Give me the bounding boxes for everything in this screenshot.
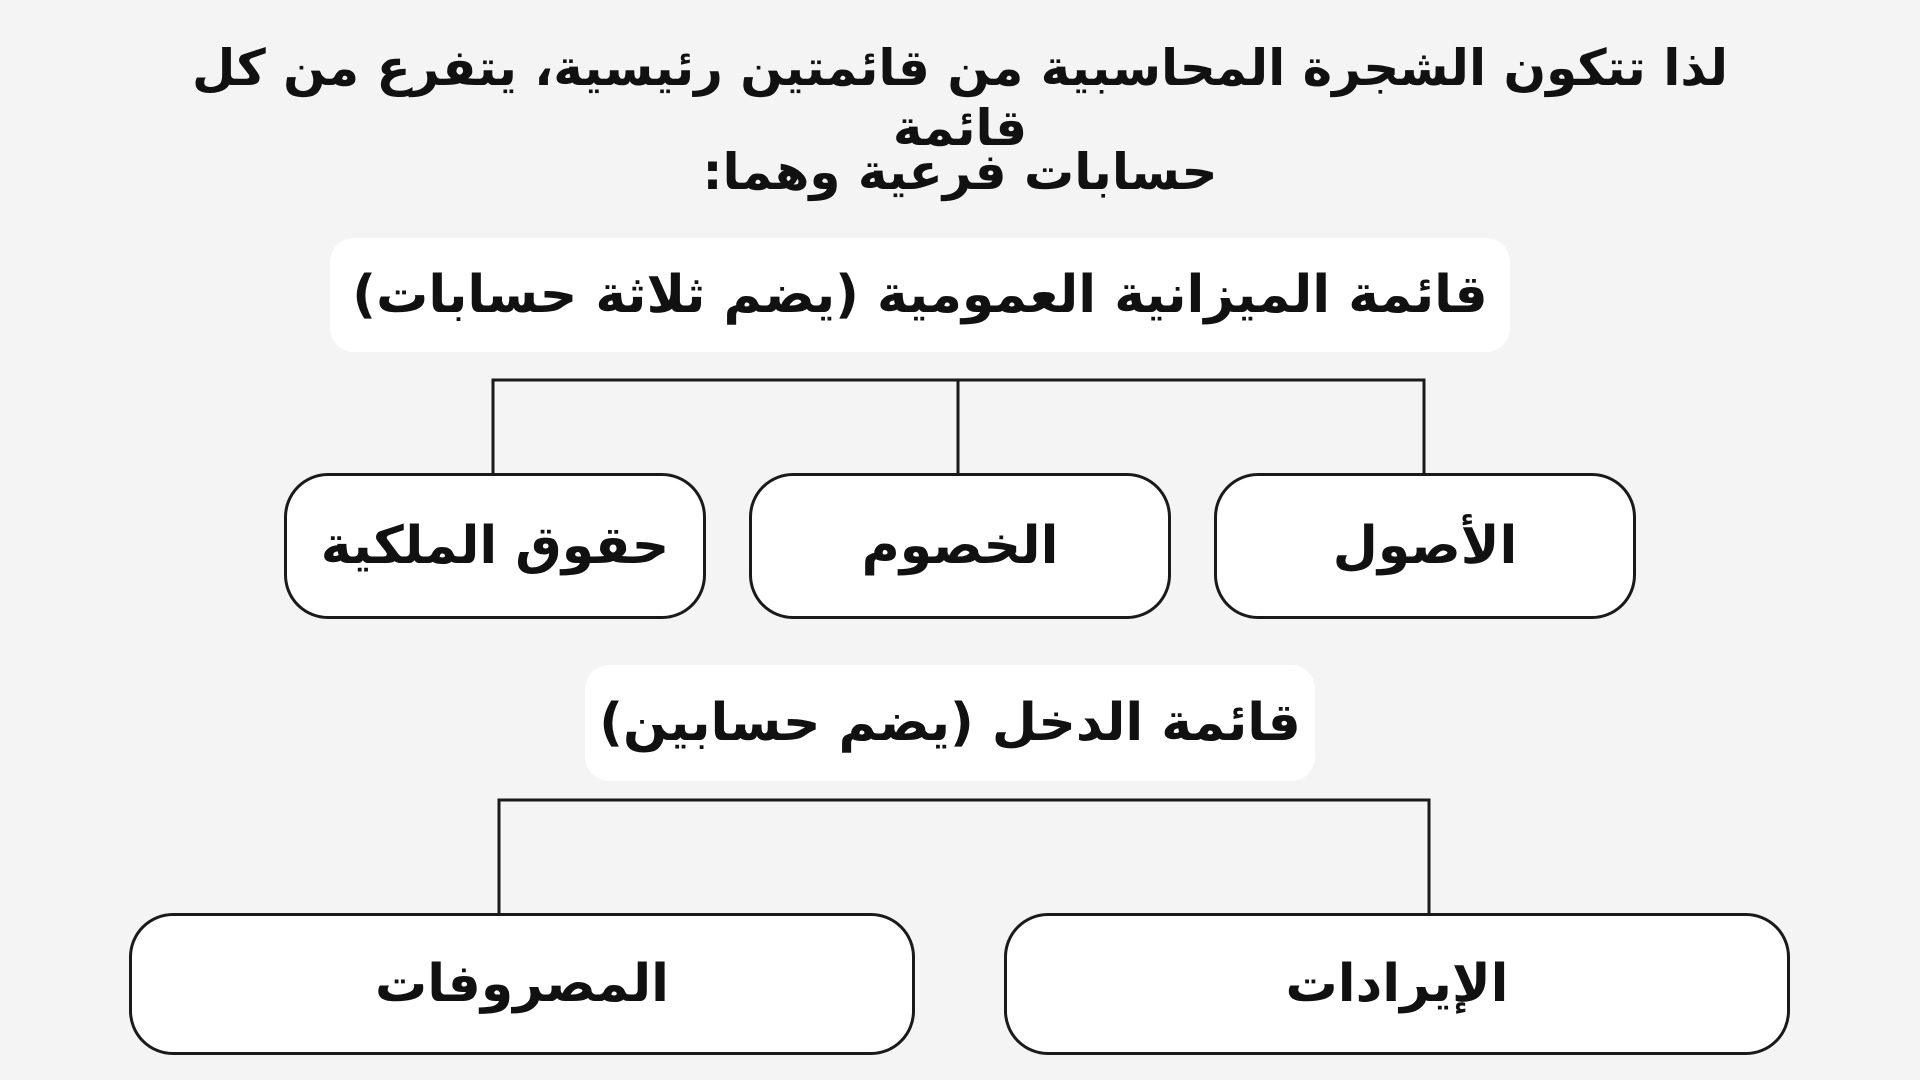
income-statement-header: قائمة الدخل (يضم حسابين) [585,665,1315,781]
intro-line-1: لذا تتكون الشجرة المحاسبية من قائمتين رئيسية، يتفرع من كل قائمة [192,39,1728,157]
account-expenses: المصروفات [129,913,915,1055]
balance-sheet-branch-bar [493,380,1424,473]
intro-line-2: حسابات فرعية وهما: [702,143,1218,201]
account-assets: الأصول [1214,473,1636,619]
account-liabilities: الخصوم [749,473,1171,619]
balance-sheet-header: قائمة الميزانية العمومية (يضم ثلاثة حسابات) [330,238,1510,352]
account-revenues: الإيرادات [1004,913,1790,1055]
account-owners-equity: حقوق الملكية [284,473,706,619]
income-statement-branch-bar [499,800,1429,913]
